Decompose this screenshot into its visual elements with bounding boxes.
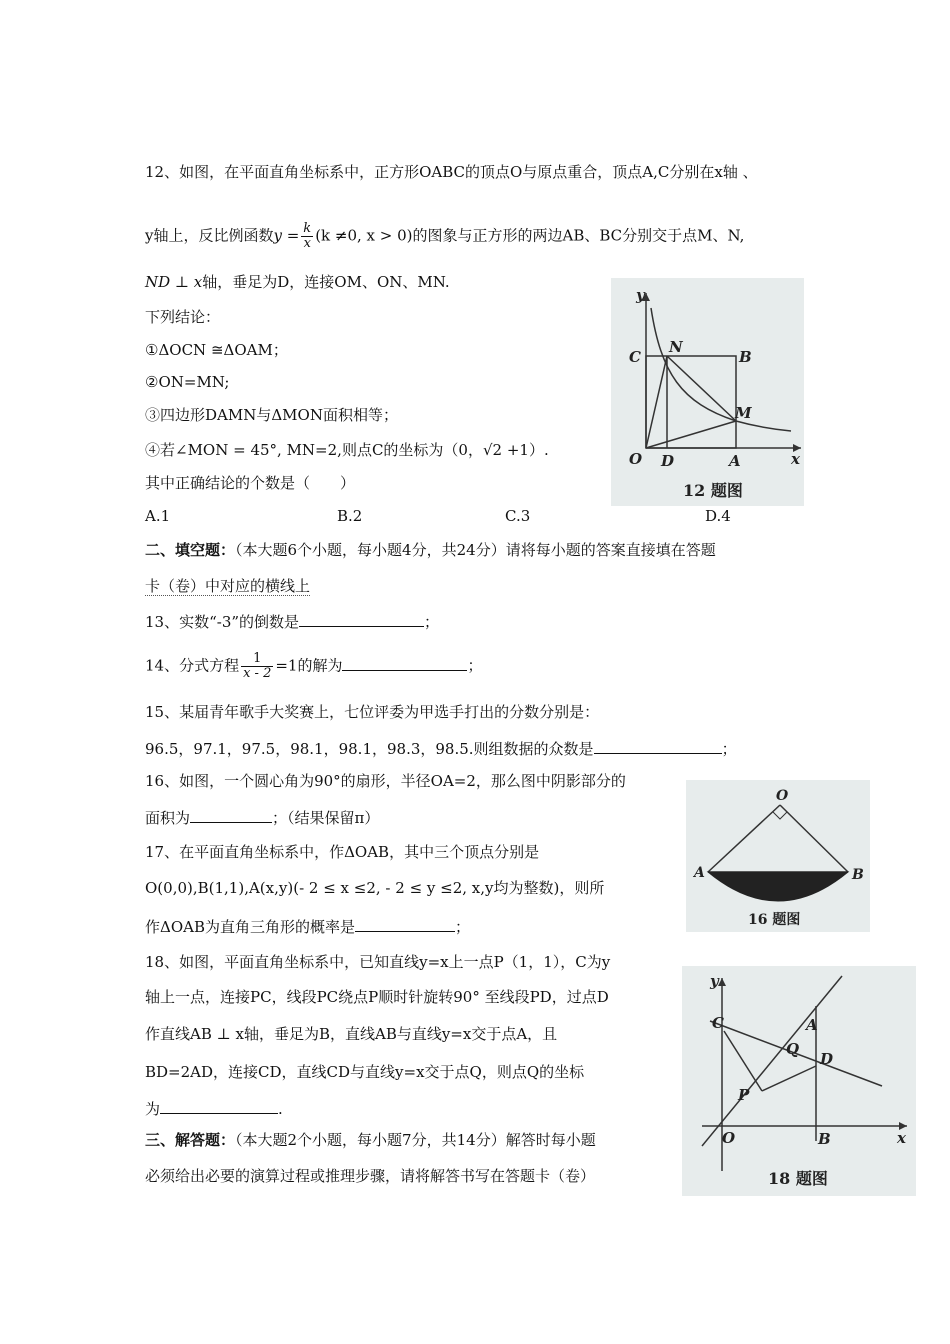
fig18-label-b: B bbox=[818, 1130, 831, 1148]
q12-conclusion-1: ①ΔOCN ≅ΔOAM； bbox=[145, 341, 288, 359]
fig18-caption: 18 题图 bbox=[768, 1169, 828, 1188]
section2-title: 二、填空题： bbox=[145, 541, 236, 559]
fig18-label-a: A bbox=[806, 1016, 818, 1034]
q12-conclusion-4: ④若∠MON = 45°, MN=2,则点C的坐标为（0，√2 +1）. bbox=[145, 441, 549, 459]
section3-desc2: 必须给出必要的演算过程或推理步骤，请将解答书写在答题卡（卷） bbox=[145, 1167, 596, 1185]
right-angle-mark bbox=[773, 812, 787, 819]
fig12-label-d: D bbox=[661, 452, 675, 470]
q12-option-c: C.3 bbox=[505, 507, 531, 525]
q17-line1: 17、在平面直角坐标系中，作ΔOAB，其中三个顶点分别是 bbox=[145, 843, 540, 861]
q12-frac-den: x bbox=[303, 236, 311, 251]
figure-12 bbox=[611, 278, 804, 506]
fig18-label-y: y bbox=[710, 972, 719, 990]
fig12-label-m: M bbox=[735, 404, 752, 422]
fig12-label-o: O bbox=[629, 450, 643, 468]
fig12-caption: 12 题图 bbox=[683, 481, 743, 500]
radius-oa bbox=[708, 805, 780, 872]
q17-line3: 作ΔOAB为直角三角形的概率是 ； bbox=[145, 915, 470, 937]
fig12-label-n: N bbox=[669, 338, 683, 356]
q12-frac-num: k bbox=[303, 221, 312, 236]
fig12-label-a: A bbox=[729, 452, 741, 470]
fig12-label-x: x bbox=[791, 450, 800, 468]
segment-om bbox=[646, 421, 736, 448]
fig18-label-p: P bbox=[738, 1086, 750, 1104]
q18-line3: 作直线AB ⊥ x轴，垂足为B，直线AB与直线y=x交于点A，且 bbox=[145, 1025, 558, 1043]
q12-conclusion-3: ③四边形DAMN与ΔMON面积相等； bbox=[145, 406, 398, 424]
figure-16 bbox=[686, 780, 870, 932]
q16-answer-blank[interactable] bbox=[190, 806, 272, 823]
q12-fraction bbox=[301, 222, 313, 251]
fig16-caption: 16 题图 bbox=[748, 912, 801, 928]
fig18-label-o: O bbox=[722, 1129, 736, 1147]
q13-answer-blank[interactable] bbox=[299, 610, 424, 627]
q14: 14、分式方程 $\frac{1}{x - 2}$ =1的解为 ； bbox=[145, 651, 483, 681]
q17-answer-blank[interactable] bbox=[355, 915, 455, 932]
q18-answer-blank[interactable] bbox=[160, 1097, 278, 1114]
q12-option-b: B.2 bbox=[337, 507, 363, 525]
figure-18 bbox=[682, 966, 916, 1196]
segment-mn bbox=[667, 356, 736, 421]
q15-line2: 96.5，97.1，97.5，98.1，98.1，98.3，98.5.则组数据的众数是 ； bbox=[145, 737, 737, 759]
fig18-label-x: x bbox=[897, 1129, 906, 1147]
q12-option-a: A.1 bbox=[145, 507, 171, 525]
fig16-label-o: O bbox=[776, 788, 789, 804]
section2-desc2: 卡（卷）中对应的横线上 bbox=[145, 577, 311, 595]
q14-answer-blank[interactable] bbox=[342, 654, 467, 671]
radius-ob bbox=[780, 805, 848, 872]
segment-pd bbox=[762, 1066, 816, 1091]
shaded-segment bbox=[708, 872, 848, 901]
fig12-label-c: C bbox=[629, 348, 641, 366]
q12-perp: ND ⊥ x bbox=[145, 273, 203, 291]
q12-line2-end: (k ≠0, x > 0)的图象与正方形的两边AB、BC分别交于点M、N, bbox=[315, 226, 745, 245]
q13: 13、实数“-3”的倒数是 ； bbox=[145, 610, 439, 632]
q12-option-d: D.4 bbox=[705, 507, 731, 525]
q14-fraction: $\frac{1}{x - 2}$ bbox=[243, 651, 272, 681]
segment-on bbox=[646, 356, 667, 448]
section3-line1 bbox=[145, 1130, 596, 1150]
q12-line2-start: y轴上，反比例函数 bbox=[145, 226, 274, 245]
fig16-label-b: B bbox=[852, 867, 864, 883]
fig18-label-d: D bbox=[820, 1050, 834, 1068]
q12-line3-end: 轴，垂足为D，连接OM、ON、MN. bbox=[202, 273, 450, 291]
section2-desc1: （本大题6个小题，每小题4分，共24分）请将每小题的答案直接填在答题 bbox=[235, 541, 716, 559]
fig12-label-y: y bbox=[636, 286, 645, 304]
q15-line1: 15、某届青年歌手大奖赛上，七位评委为甲选手打出的分数分别是： bbox=[145, 703, 600, 721]
q18-line4: BD=2AD，连接CD，直线CD与直线y=x交于点Q，则点Q的坐标 bbox=[145, 1063, 585, 1081]
section3-title: 三、解答题： bbox=[145, 1131, 236, 1149]
hyperbola-curve bbox=[651, 308, 791, 431]
section2-line1 bbox=[145, 540, 716, 560]
q12-ask: 其中正确结论的个数是（ ） bbox=[145, 474, 356, 492]
q18-line5: 为 . bbox=[145, 1097, 283, 1119]
segment-pc bbox=[724, 1031, 762, 1091]
q18-line2: 轴上一点，连接PC，线段PC绕点P顺时针旋转90° 至线段PD，过点D bbox=[145, 988, 609, 1006]
q12-line2: y轴上，反比例函数y = $\frac{k}{x}$ (k ≠0, x > 0)的图象与正方形的两边AB、BC分别交于点M、N, bbox=[145, 221, 745, 251]
fig18-label-c: C bbox=[712, 1014, 724, 1032]
section3-desc1: （本大题2个小题，每小题7分，共14分）解答时每小题 bbox=[235, 1131, 596, 1149]
q12-line3 bbox=[145, 272, 450, 292]
q16-line2: 面积为 ；（结果保留π） bbox=[145, 806, 379, 828]
fig16-label-a: A bbox=[694, 865, 705, 881]
q16-line1: 16、如图，一个圆心角为90°的扇形，半径OA=2，那么图中阴影部分的 bbox=[145, 772, 626, 790]
q15-answer-blank[interactable] bbox=[594, 737, 722, 754]
fig18-label-q: Q bbox=[786, 1040, 800, 1058]
q12-line1: 12、如图，在平面直角坐标系中，正方形OABC的顶点O与原点重合，顶点A,C分别在x轴 、 bbox=[145, 163, 758, 181]
q17-line2: O(0,0),B(1,1),A(x,y)(- 2 ≤ x ≤2, - 2 ≤ y ≤2, x,y均为整数)，则所 bbox=[145, 879, 605, 897]
q18-line1: 18、如图，平面直角坐标系中，已知直线y=x上一点P（1，1），C为y bbox=[145, 953, 611, 971]
fig12-label-b: B bbox=[739, 348, 752, 366]
q12-intro: 下列结论： bbox=[145, 308, 221, 326]
q12-conclusion-2: ②ON=MN; bbox=[145, 373, 230, 391]
